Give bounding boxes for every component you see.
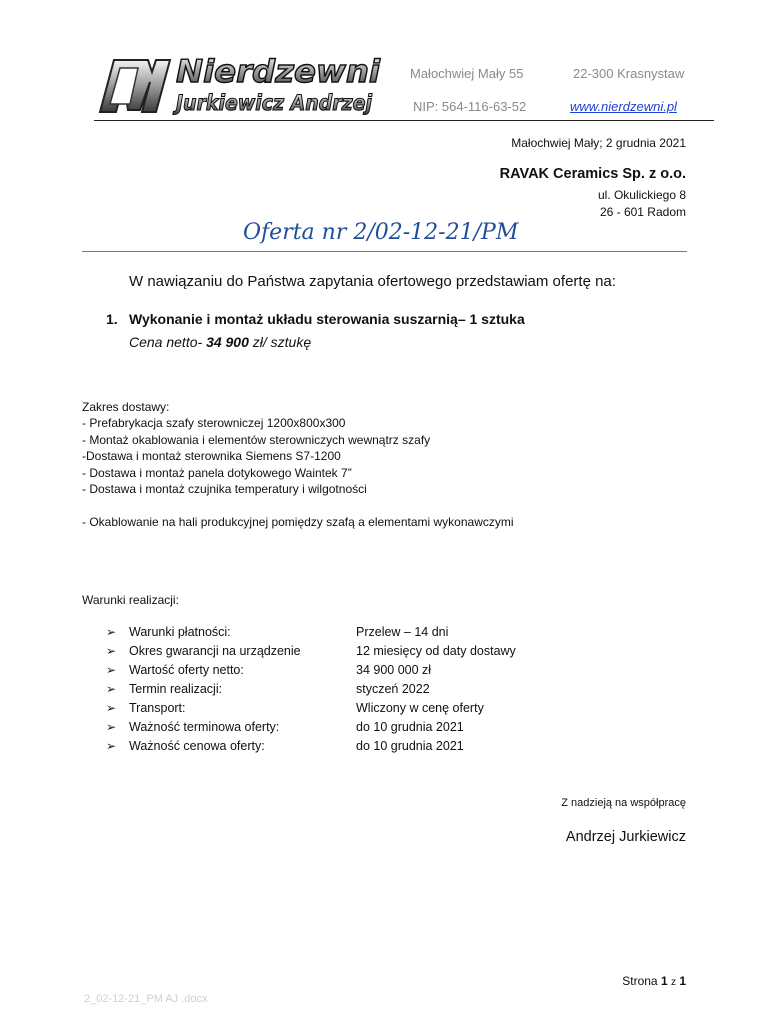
condition-value: 34 900 000 zł [356,662,432,677]
offer-title: Oferta nr 2/02-12-21/PM [243,220,519,245]
scope-line: - Prefabrykacja szafy sterowniczej 1200x800x300 [82,416,346,430]
date-line: Małochwiej Mały; 2 grudnia 2021 [511,136,686,150]
condition-value: Wliczony w cenę oferty [356,700,484,715]
company-logo [94,52,384,118]
condition-label: Transport: [129,700,186,715]
bullet-arrow-icon: ➢ [106,681,117,696]
recipient-name: RAVAK Ceramics Sp. z o.o. [499,166,686,182]
condition-row [106,698,626,717]
bullet-arrow-icon: ➢ [106,700,117,715]
page-total: 1 [679,974,686,988]
recipient-city: 26 - 601 Radom [599,205,686,219]
scope-line: - Montaż okablowania i elementów sterowniczych wewnątrz szafy [82,432,431,447]
intro-text: W nawiązaniu do Państwa zapytania ofertowego przedstawiam ofertę na: [129,273,616,290]
scope-line: - Dostawa i montaż czujnika temperatury i wilgotności [82,482,367,496]
condition-value: do 10 grudnia 2021 [356,719,464,734]
condition-row [106,736,626,755]
recipient-street: ul. Okulickiego 8 [597,188,686,202]
bullet-arrow-icon: ➢ [106,738,117,753]
condition-label: Wartość oferty netto: [129,662,244,677]
page-of: z [670,977,676,988]
page-label: Strona [622,974,658,988]
conditions-heading: Warunki realizacji: [82,593,179,607]
bullet-arrow-icon: ➢ [106,719,117,734]
conditions-list [106,622,626,755]
condition-value: do 10 grudnia 2021 [356,738,464,753]
condition-label: Ważność terminowa oferty: [129,719,280,734]
condition-value: styczeń 2022 [356,681,430,696]
logo-line2: Jurkiewicz Andrzej [172,91,373,115]
condition-label: Warunki płatności: [129,624,231,639]
scope-line: - Dostawa i montaż panela dotykowego Waintek 7” [82,465,352,480]
condition-row [106,679,626,698]
bullet-arrow-icon: ➢ [106,624,117,639]
scope-list [82,415,430,498]
item-name: Wykonanie i montaż układu sterowania suszarnią– 1 sztuka [129,311,525,327]
condition-row [106,622,626,641]
bullet-arrow-icon: ➢ [106,662,117,677]
page-current: 1 [660,974,668,988]
scope-line: -Dostawa i montaż sterownika Siemens S7-1200 [82,449,341,463]
company-city: 22-300 Krasnystaw [573,66,685,81]
closing-text: Z nadzieją na współpracę [561,797,686,809]
condition-row [106,660,626,679]
condition-value: Przelew – 14 dni [356,624,449,639]
bullet-arrow-icon: ➢ [106,643,117,658]
footer-filename: 2_02-12-21_PM AJ .docx [84,993,208,1005]
item-number: 1. [106,311,118,327]
condition-row [106,641,626,660]
condition-label: Okres gwarancji na urządzenie [129,643,301,658]
condition-label: Termin realizacji: [129,681,223,696]
company-nip: NIP: 564-116-63-52 [413,99,527,114]
condition-row [106,717,626,736]
price-value: 34 900 [206,334,249,350]
scope-extra: - Okablowanie na hali produkcyjnej pomiędzy szafą a elementami wykonawczymi [82,515,514,529]
price-suffix: zł/ sztukę [248,334,312,350]
page-number [622,974,686,988]
signature: Andrzej Jurkiewicz [565,829,686,845]
logo-line1: Nierdzewni [176,54,381,90]
condition-label: Ważność cenowa oferty: [129,738,265,753]
condition-value: 12 miesięcy od daty dostawy [356,643,516,658]
price-prefix: Cena netto- [129,334,207,350]
item-price [129,334,311,350]
scope-heading: Zakres dostawy: [82,400,170,414]
logo-nj-mark-icon [100,60,170,112]
title-underline [82,251,687,252]
company-address: Małochwiej Mały 55 [410,66,524,81]
company-website-link[interactable]: www.nierdzewni.pl [570,99,677,114]
header-divider [94,120,714,121]
